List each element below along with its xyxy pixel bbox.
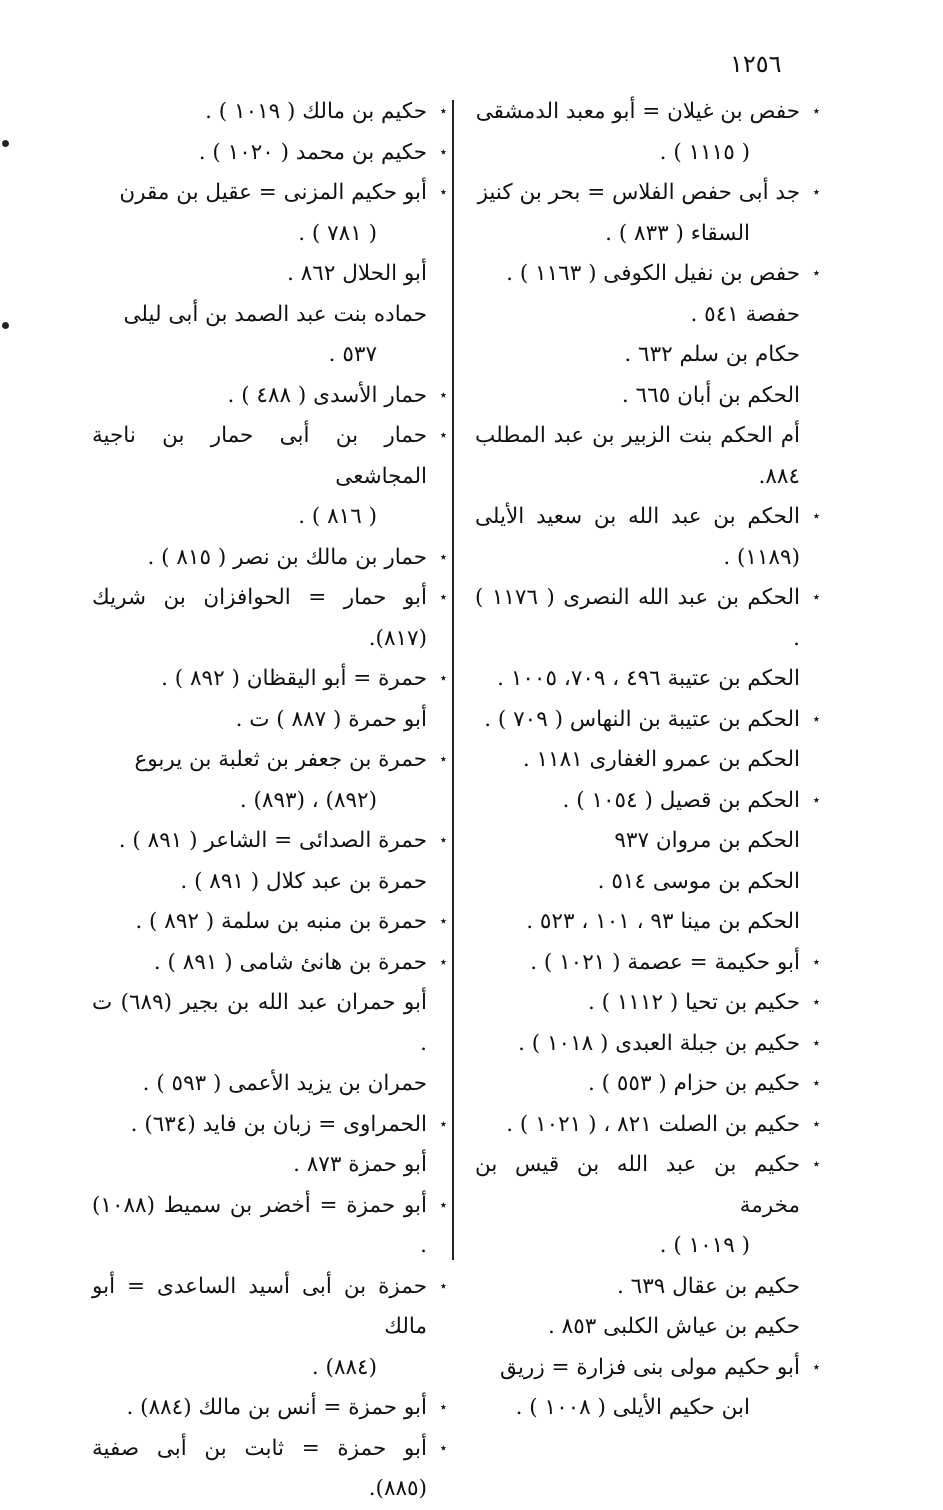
page-number: ١٢٥٦ bbox=[730, 50, 782, 78]
index-entry-text: حكيم بن محمد ( ١٠٢٠ ) . bbox=[198, 139, 427, 165]
index-entry-text: أبو الحلال ٨٦٢ . bbox=[287, 261, 427, 286]
index-entry bbox=[92, 376, 447, 417]
index-entry bbox=[475, 497, 820, 578]
index-entry bbox=[92, 1105, 447, 1146]
index-entry-text: الحكم بن عبد الله بن سعيد الأيلى (١١٨٩) . bbox=[475, 504, 800, 570]
column-divider bbox=[452, 100, 454, 1260]
index-entry bbox=[475, 1064, 820, 1105]
index-entry-text: أبو حمزة = أخضر بن سميط (١٠٨٨) . bbox=[92, 1192, 427, 1258]
asterisk-icon: ٭ bbox=[439, 549, 447, 565]
asterisk-icon: ٭ bbox=[439, 144, 447, 160]
index-entry-continuation bbox=[92, 335, 447, 376]
index-entry-text: الحكم بن عبد الله النصرى ( ١١٧٦ ) . bbox=[475, 585, 800, 651]
index-entry-text: حكيم بن عياش الكلبى ٨٥٣ . bbox=[547, 1314, 800, 1339]
asterisk-icon: ٭ bbox=[812, 104, 820, 119]
index-entry-text: حمار بن مالك بن نصر ( ٨١٥ ) . bbox=[147, 544, 427, 570]
index-entry-text: أم الحكم بنت الزبير بن عبد المطلب ٨٨٤. bbox=[475, 423, 800, 489]
index-entry-text: أبو حكيم مولى بنى فزارة = زريق bbox=[500, 1354, 800, 1380]
index-entry bbox=[92, 254, 447, 295]
asterisk-icon: ٭ bbox=[812, 792, 820, 808]
index-entry bbox=[92, 173, 447, 214]
index-entry-text: حمرة الصدائى = الشاعر ( ٨٩١ ) . bbox=[118, 828, 427, 853]
index-entry bbox=[92, 659, 447, 700]
index-entry-text: حمران بن يزيد الأعمى ( ٥٩٣ ) . bbox=[142, 1071, 427, 1096]
asterisk-icon: ٭ bbox=[439, 752, 447, 767]
index-entry-continuation bbox=[92, 214, 447, 255]
index-entry-text: الحكم بن عتيبة ٤٩٦ ، ٧٠٩، ١٠٠٥ . bbox=[497, 666, 800, 691]
index-entry-text: حفص بن غيلان = أبو معبد الدمشقى bbox=[475, 99, 800, 124]
index-entry bbox=[92, 416, 447, 497]
index-entry bbox=[92, 133, 447, 174]
index-entry bbox=[475, 862, 820, 903]
asterisk-icon: ٭ bbox=[812, 185, 820, 200]
index-entry-text: حكيم بن تحيا ( ١١١٢ ) . bbox=[587, 990, 800, 1015]
index-entry bbox=[92, 821, 447, 862]
index-entry bbox=[475, 416, 820, 497]
index-entry-continuation bbox=[92, 497, 447, 538]
index-entry-text: حمار بن أبى حمار بن ناجية المجاشعى bbox=[92, 423, 427, 489]
index-entry bbox=[475, 821, 820, 862]
index-entry bbox=[92, 1064, 447, 1105]
index-entry-text: حمزة بن أبى أسيد الساعدى = أبو مالك bbox=[92, 1273, 427, 1339]
asterisk-icon: ٭ bbox=[812, 954, 820, 970]
index-entry bbox=[475, 700, 820, 741]
index-entry-text: أبو حمزة = ثابت بن أبى صفية (٨٨٥). bbox=[92, 1435, 427, 1501]
index-entry-text: جد أبى حفص الفلاس = بحر بن كنيز bbox=[477, 180, 800, 205]
asterisk-icon: ٭ bbox=[439, 185, 447, 200]
index-entry bbox=[92, 700, 447, 741]
index-entry-text: الحكم بن موسى ٥١٤ . bbox=[597, 868, 800, 894]
asterisk-icon: ٭ bbox=[812, 509, 820, 524]
asterisk-icon: ٭ bbox=[439, 1440, 447, 1456]
index-entry-text: ٥٣٧ . bbox=[328, 342, 377, 367]
index-entry bbox=[475, 1307, 820, 1348]
index-entry bbox=[475, 92, 820, 133]
asterisk-icon: ٭ bbox=[812, 1116, 820, 1132]
index-entry bbox=[475, 335, 820, 376]
asterisk-icon: ٭ bbox=[439, 590, 447, 605]
index-entry bbox=[475, 781, 820, 822]
index-entry bbox=[475, 1145, 820, 1226]
index-entry-text: ( ١٠١٩ ) . bbox=[659, 1233, 750, 1258]
index-entry-text: الحكم بن مروان ٩٣٧ bbox=[614, 828, 800, 853]
index-entry bbox=[475, 1267, 820, 1308]
index-entry-text: حمار الأسدى ( ٤٨٨ ) . bbox=[227, 382, 427, 408]
index-entry-text: أبو حمران عبد الله بن بجير (٦٨٩) ت . bbox=[92, 990, 427, 1056]
index-entry bbox=[475, 1348, 820, 1389]
index-entry-text: أبو حمرة ( ٨٨٧ ) ت . bbox=[235, 706, 427, 732]
index-entry-text: حمرة بن عبد كلال ( ٨٩١ ) . bbox=[180, 868, 427, 894]
asterisk-icon: ٭ bbox=[812, 995, 820, 1010]
index-entry-text: حمرة بن منبه بن سلمة ( ٨٩٢ ) . bbox=[135, 909, 427, 934]
index-entry bbox=[475, 1105, 820, 1146]
index-entry bbox=[92, 1429, 447, 1510]
index-entry-text: ( ٨١٦ ) . bbox=[298, 504, 377, 529]
index-entry-text: حفصة ٥٤١ . bbox=[690, 301, 800, 327]
index-entry bbox=[475, 376, 820, 417]
index-entry-text: الحكم بن عتيبة بن النهاس ( ٧٠٩ ) . bbox=[484, 706, 800, 732]
index-entry bbox=[475, 173, 820, 214]
index-column-right bbox=[475, 92, 820, 1429]
index-entry-text: حكيم بن الصلت ٨٢١ ، ( ١٠٢١ ) . bbox=[506, 1111, 800, 1137]
index-entry-text: أبو حمار = الحوافزان بن شريك (٨١٧). bbox=[92, 585, 427, 651]
asterisk-icon: ٭ bbox=[439, 833, 447, 848]
index-entry bbox=[92, 578, 447, 659]
index-entry bbox=[92, 295, 447, 336]
asterisk-icon: ٭ bbox=[812, 711, 820, 727]
index-entry-text: أبو حكيم المزنى = عقيل بن مقرن bbox=[119, 180, 427, 205]
index-entry-text: حمرة = أبو اليقظان ( ٨٩٢ ) . bbox=[161, 666, 427, 691]
index-entry-text: أبو حمزة ٨٧٣ . bbox=[293, 1152, 427, 1177]
asterisk-icon: ٭ bbox=[812, 1359, 820, 1375]
asterisk-icon: ٭ bbox=[812, 266, 820, 281]
asterisk-icon: ٭ bbox=[439, 387, 447, 403]
index-entry-text: أبو حكيمة = عصمة ( ١٠٢١ ) . bbox=[530, 949, 800, 975]
index-entry-text: ( ١١١٥ ) . bbox=[659, 139, 750, 165]
asterisk-icon: ٭ bbox=[439, 954, 447, 970]
index-entry bbox=[92, 983, 447, 1064]
index-entry bbox=[92, 538, 447, 579]
index-entry-continuation bbox=[475, 133, 820, 174]
asterisk-icon: ٭ bbox=[439, 1197, 447, 1213]
index-entry-continuation bbox=[92, 781, 447, 822]
index-entry bbox=[475, 943, 820, 984]
index-entry-text: حكيم بن عبد الله بن قيس بن مخرمة bbox=[475, 1152, 800, 1218]
margin-mark bbox=[2, 322, 9, 329]
index-entry-text: حكام بن سلم ٦٣٢ . bbox=[624, 342, 800, 367]
index-entry-text: السقاء ( ٨٣٣ ) . bbox=[605, 220, 750, 246]
index-entry-text: ( ٧٨١ ) . bbox=[298, 220, 377, 246]
asterisk-icon: ٭ bbox=[812, 1035, 820, 1051]
index-entry-text: أبو حمزة = أنس بن مالك (٨٨٤) . bbox=[126, 1395, 427, 1420]
index-entry-text: حكيم بن مالك ( ١٠١٩ ) . bbox=[205, 99, 427, 124]
index-entry bbox=[475, 578, 820, 659]
index-entry-text: الحكم بن قصيل ( ١٠٥٤ ) . bbox=[562, 787, 800, 813]
index-entry-continuation bbox=[475, 1226, 820, 1267]
index-entry-text: حمرة بن جعفر بن ثعلبة بن يربوع bbox=[134, 747, 427, 772]
index-entry-continuation bbox=[475, 214, 820, 255]
index-entry bbox=[92, 1145, 447, 1186]
index-entry-text: حفص بن نفيل الكوفى ( ١١٦٣ ) . bbox=[506, 261, 800, 286]
index-entry-text: حكيم بن حزام ( ٥٥٣ ) . bbox=[587, 1071, 800, 1096]
index-entry-text: (٨٩٢) ، (٨٩٣) . bbox=[239, 787, 377, 813]
index-entry-continuation bbox=[475, 1388, 820, 1429]
asterisk-icon: ٭ bbox=[439, 428, 447, 443]
index-entry-text: حماده بنت عبد الصمد بن أبى ليلى bbox=[123, 301, 427, 327]
index-entry bbox=[92, 1186, 447, 1267]
index-entry-text: الحمراوى = زبان بن فايد (٦٣٤) . bbox=[130, 1111, 427, 1137]
index-entry bbox=[475, 1024, 820, 1065]
index-entry-text: حكيم بن عقال ٦٣٩ . bbox=[616, 1273, 800, 1299]
index-entry bbox=[92, 92, 447, 133]
index-entry-text: ابن حكيم الأيلى ( ١٠٠٨ ) . bbox=[515, 1395, 750, 1420]
index-entry bbox=[92, 1267, 447, 1348]
asterisk-icon: ٭ bbox=[439, 1400, 447, 1415]
index-entry bbox=[92, 1388, 447, 1429]
index-entry bbox=[475, 740, 820, 781]
index-entry-text: الحكم بن أبان ٦٦٥ . bbox=[621, 382, 800, 408]
index-column-left bbox=[92, 92, 447, 1510]
index-entry bbox=[475, 659, 820, 700]
asterisk-icon: ٭ bbox=[439, 104, 447, 119]
index-entry-continuation bbox=[92, 1348, 447, 1389]
index-entry-text: (٨٨٤) . bbox=[311, 1354, 377, 1380]
index-entry-text: حكيم بن جبلة العبدى ( ١٠١٨ ) . bbox=[518, 1030, 800, 1056]
index-entry bbox=[92, 902, 447, 943]
asterisk-icon: ٭ bbox=[812, 1076, 820, 1091]
asterisk-icon: ٭ bbox=[812, 1157, 820, 1172]
margin-mark bbox=[2, 140, 9, 147]
index-entry bbox=[92, 943, 447, 984]
index-entry bbox=[92, 740, 447, 781]
asterisk-icon: ٭ bbox=[812, 590, 820, 605]
index-entry-text: حمرة بن هانئ شامى ( ٨٩١ ) . bbox=[153, 949, 427, 975]
asterisk-icon: ٭ bbox=[439, 671, 447, 686]
index-entry bbox=[475, 902, 820, 943]
index-entry bbox=[475, 983, 820, 1024]
asterisk-icon: ٭ bbox=[439, 914, 447, 929]
index-entry bbox=[92, 862, 447, 903]
asterisk-icon: ٭ bbox=[439, 1116, 447, 1132]
index-entry-text: الحكم بن عمرو الغفارى ١١٨١ . bbox=[522, 747, 800, 772]
index-entry bbox=[475, 295, 820, 336]
index-entry-text: الحكم بن مينا ٩٣ ، ١٠١ ، ٥٢٣ . bbox=[526, 909, 800, 934]
index-entry bbox=[475, 254, 820, 295]
asterisk-icon: ٭ bbox=[439, 1278, 447, 1294]
